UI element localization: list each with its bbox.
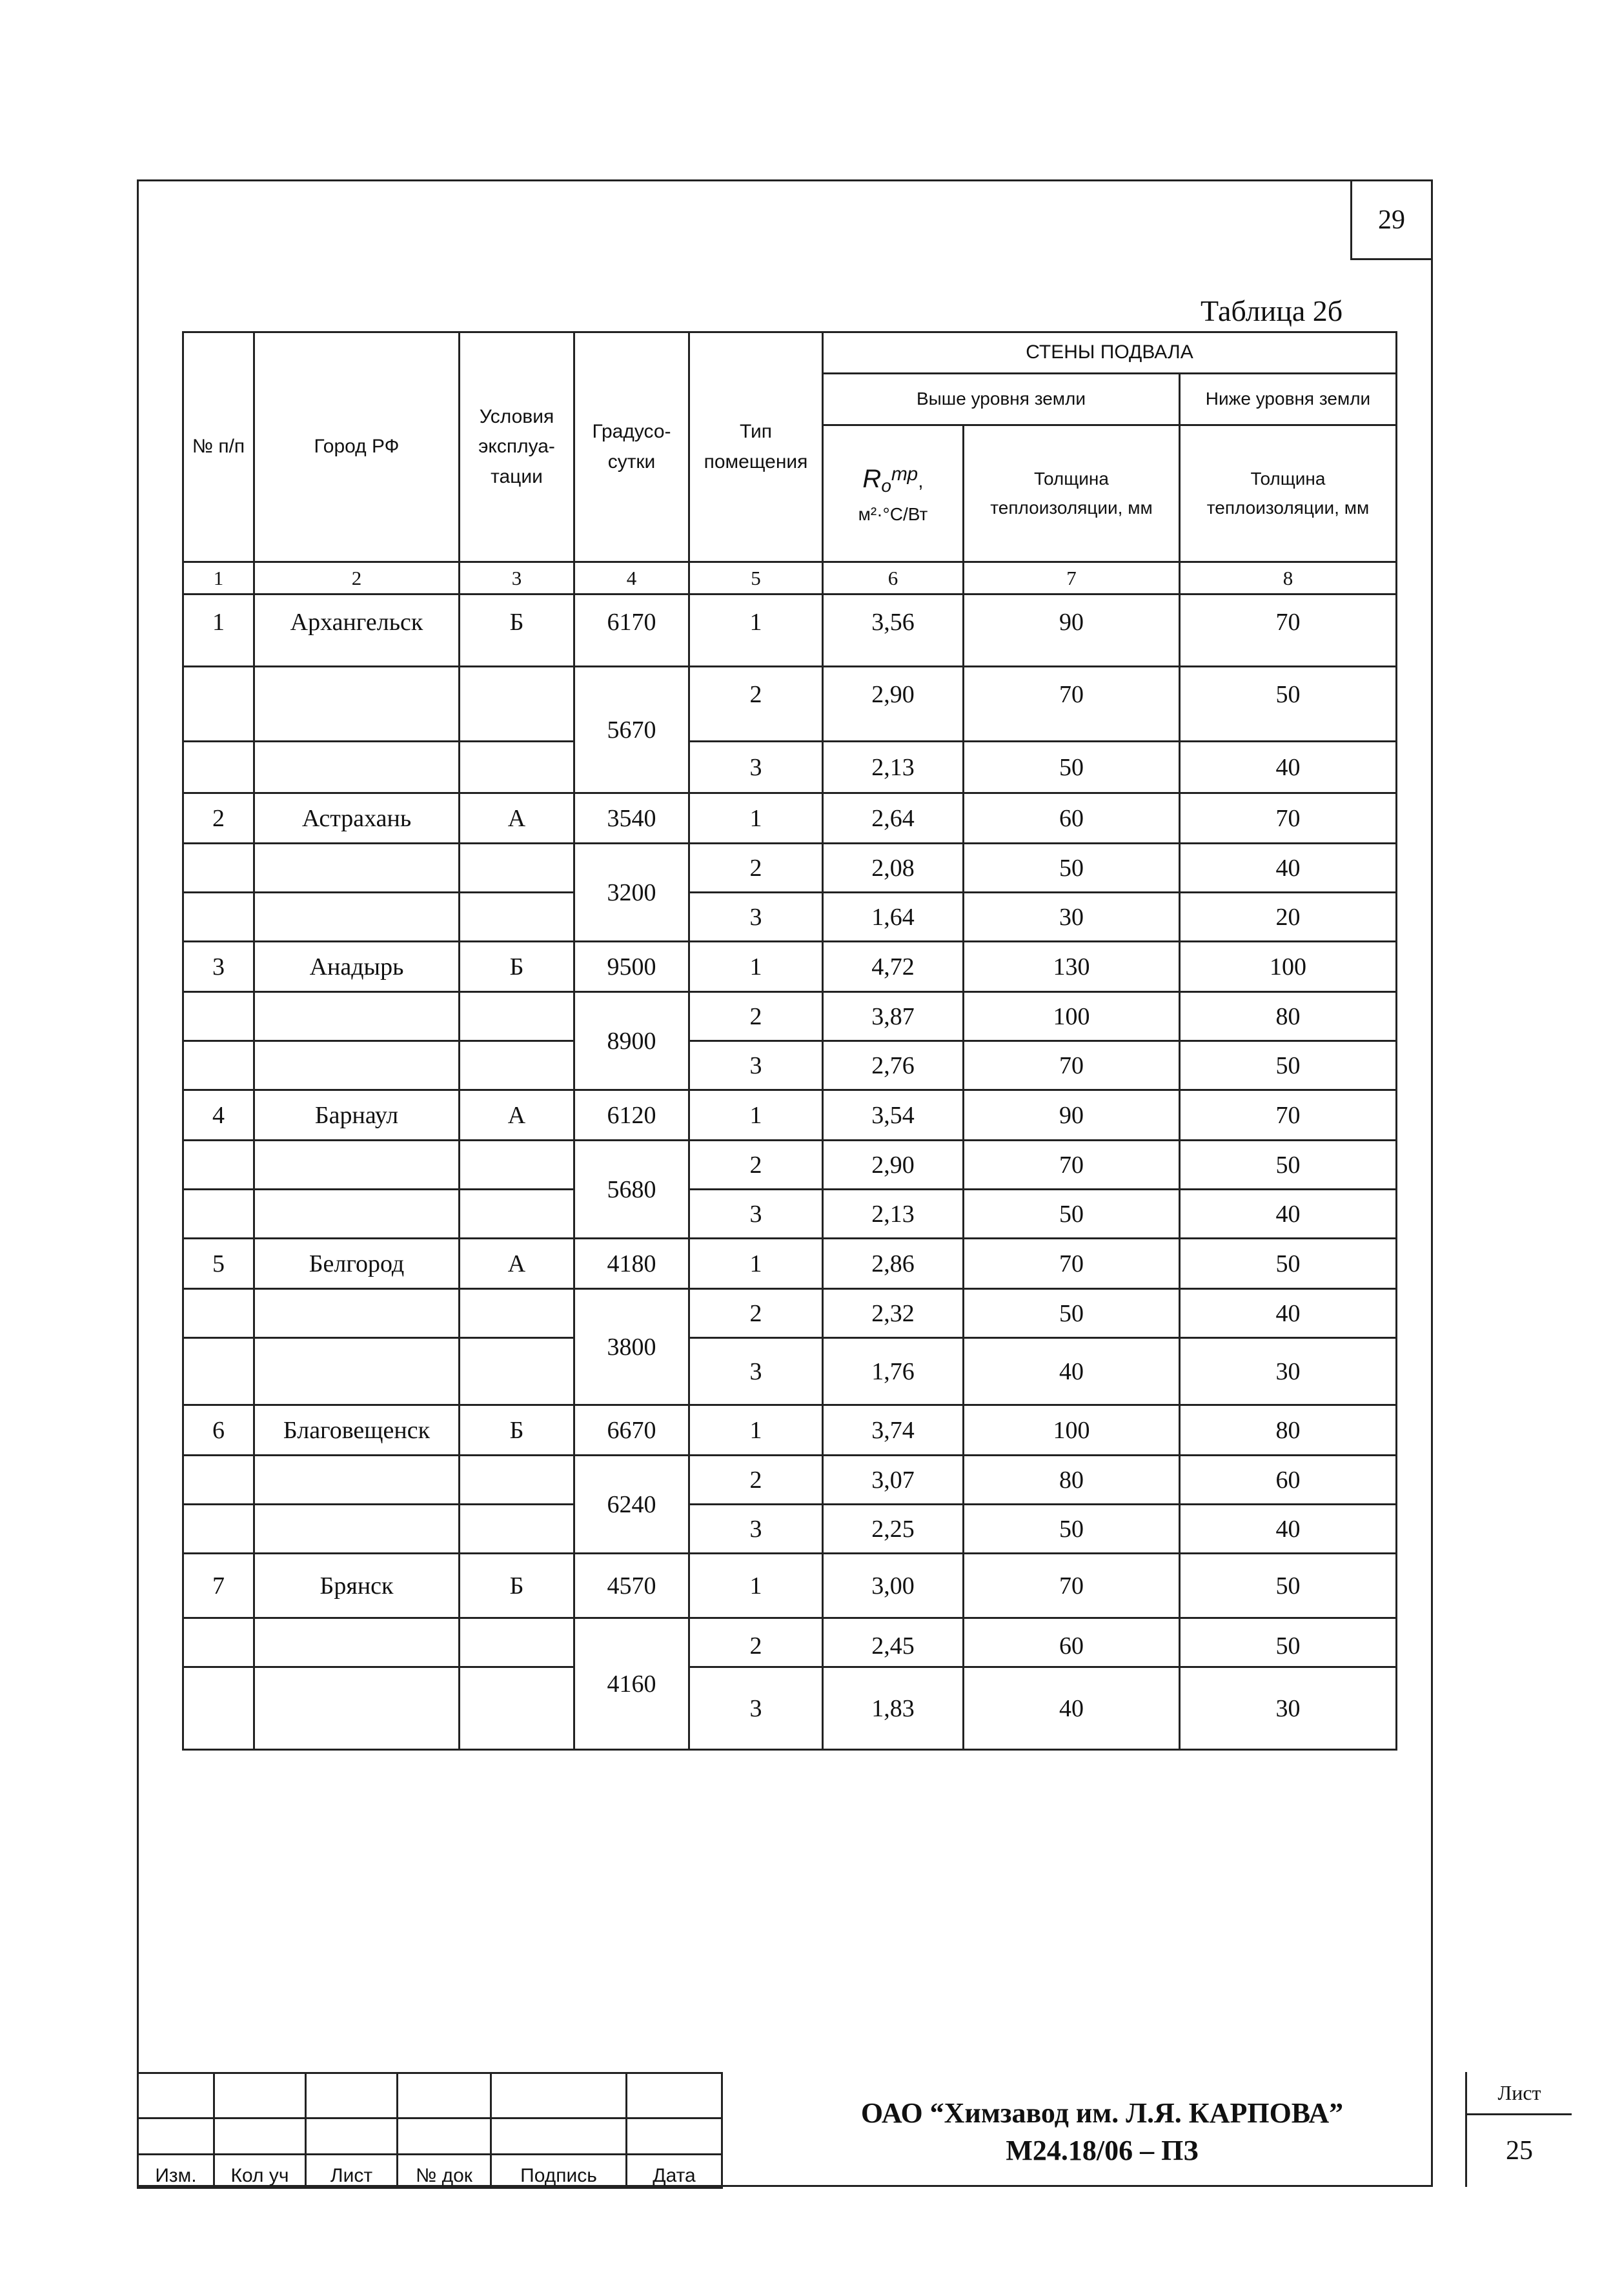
degree-days: 6670	[574, 1405, 689, 1456]
room-type: 2	[689, 1141, 823, 1190]
row-number-empty	[183, 1289, 254, 1338]
header-below-ground: Ниже уровня земли	[1180, 374, 1397, 425]
col-number: 7	[964, 562, 1180, 594]
operating-conditions-empty	[460, 1338, 574, 1405]
header-basement-walls: СТЕНЫ ПОДВАЛА	[823, 332, 1397, 374]
r-value: 1,83	[823, 1667, 964, 1750]
table-row	[183, 1190, 1397, 1239]
thickness-below: 40	[1180, 742, 1397, 793]
thickness-above: 40	[964, 1338, 1180, 1405]
row-number-empty	[183, 992, 254, 1041]
row-number-empty	[183, 1667, 254, 1750]
table-row	[183, 1667, 1397, 1750]
revision-grid	[137, 2072, 723, 2189]
thickness-below: 30	[1180, 1667, 1397, 1750]
r-value: 1,76	[823, 1338, 964, 1405]
table-row	[183, 1090, 1397, 1141]
r-value: 2,76	[823, 1041, 964, 1090]
r-value: 3,56	[823, 594, 964, 667]
thickness-above: 100	[964, 992, 1180, 1041]
operating-conditions-empty	[460, 667, 574, 742]
operating-conditions: А	[460, 1239, 574, 1289]
thickness-above: 60	[964, 793, 1180, 844]
degree-days: 5680	[574, 1141, 689, 1239]
city-name-empty	[254, 992, 460, 1041]
header-r-required: $R_о^{тр}$, м²·°С/Вт	[823, 425, 964, 562]
city-name-empty	[254, 667, 460, 742]
thickness-below: 40	[1180, 1289, 1397, 1338]
thickness-above: 70	[964, 1141, 1180, 1190]
table-row	[183, 793, 1397, 844]
thickness-above: 50	[964, 742, 1180, 793]
operating-conditions-empty	[460, 742, 574, 793]
rev-col-signature: Подпись	[491, 2155, 627, 2188]
r-value: 2,13	[823, 1190, 964, 1239]
operating-conditions: Б	[460, 942, 574, 992]
table-row	[183, 844, 1397, 893]
table-row	[183, 1338, 1397, 1405]
thickness-above: 50	[964, 1190, 1180, 1239]
thickness-above: 90	[964, 1090, 1180, 1141]
thickness-above: 70	[964, 1554, 1180, 1618]
thickness-below: 70	[1180, 594, 1397, 667]
header-no: № п/п	[183, 332, 254, 562]
room-type: 2	[689, 1456, 823, 1505]
room-type: 1	[689, 942, 823, 992]
row-number: 2	[183, 793, 254, 844]
degree-days: 5670	[574, 667, 689, 793]
operating-conditions-empty	[460, 1456, 574, 1505]
thickness-below: 50	[1180, 1239, 1397, 1289]
thickness-below: 70	[1180, 793, 1397, 844]
degree-days: 4160	[574, 1618, 689, 1750]
table-row	[183, 1505, 1397, 1554]
r-value: 3,07	[823, 1456, 964, 1505]
city-name: Барнаул	[254, 1090, 460, 1141]
city-name-empty	[254, 1667, 460, 1750]
thickness-below: 50	[1180, 1141, 1397, 1190]
operating-conditions-empty	[460, 992, 574, 1041]
room-type: 3	[689, 1338, 823, 1405]
thickness-above: 30	[964, 893, 1180, 942]
city-name: Архангельск	[254, 594, 460, 667]
r-value: 2,32	[823, 1289, 964, 1338]
degree-days: 4570	[574, 1554, 689, 1618]
table-row	[183, 1289, 1397, 1338]
room-type: 2	[689, 1618, 823, 1667]
city-name-empty	[254, 1456, 460, 1505]
r-value: 2,86	[823, 1239, 964, 1289]
thickness-below: 50	[1180, 1554, 1397, 1618]
degree-days: 3540	[574, 793, 689, 844]
sheet-number: 25	[1506, 2136, 1533, 2166]
thickness-above: 80	[964, 1456, 1180, 1505]
table-row	[183, 1041, 1397, 1090]
row-number-empty	[183, 1338, 254, 1405]
operating-conditions: Б	[460, 1405, 574, 1456]
row-number: 4	[183, 1090, 254, 1141]
operating-conditions-empty	[460, 893, 574, 942]
r-value: 3,00	[823, 1554, 964, 1618]
city-name: Брянск	[254, 1554, 460, 1618]
degree-days: 6170	[574, 594, 689, 667]
degree-days: 4180	[574, 1239, 689, 1289]
thickness-below: 60	[1180, 1456, 1397, 1505]
room-type: 3	[689, 1190, 823, 1239]
room-type: 2	[689, 844, 823, 893]
room-type: 3	[689, 742, 823, 793]
sheet-block	[1465, 2072, 1572, 2187]
table-row	[183, 942, 1397, 992]
rev-col-sheet: Лист	[306, 2155, 398, 2188]
table-row	[183, 1239, 1397, 1289]
city-name-empty	[254, 742, 460, 793]
page-number: 29	[1350, 179, 1433, 260]
thickness-below: 50	[1180, 1618, 1397, 1667]
room-type: 1	[689, 1239, 823, 1289]
table-row	[183, 1554, 1397, 1618]
city-name-empty	[254, 844, 460, 893]
room-type: 3	[689, 1505, 823, 1554]
thickness-below: 40	[1180, 844, 1397, 893]
room-type: 1	[689, 793, 823, 844]
thickness-above: 60	[964, 1618, 1180, 1667]
operating-conditions: Б	[460, 1554, 574, 1618]
row-number-empty	[183, 893, 254, 942]
row-number-empty	[183, 1141, 254, 1190]
operating-conditions-empty	[460, 1289, 574, 1338]
r-value: 2,25	[823, 1505, 964, 1554]
rev-col-change: Изм.	[138, 2155, 214, 2188]
r-value: 2,45	[823, 1618, 964, 1667]
city-name-empty	[254, 893, 460, 942]
col-number: 8	[1180, 562, 1397, 594]
r-value: 1,64	[823, 893, 964, 942]
degree-days: 3200	[574, 844, 689, 942]
table-row	[183, 893, 1397, 942]
room-type: 1	[689, 1405, 823, 1456]
thickness-above: 50	[964, 844, 1180, 893]
row-number: 1	[183, 594, 254, 667]
sheet-label: Лист	[1467, 2072, 1572, 2115]
thickness-below: 80	[1180, 1405, 1397, 1456]
table-row	[183, 992, 1397, 1041]
operating-conditions-empty	[460, 1141, 574, 1190]
table-row	[183, 1456, 1397, 1505]
header-conditions: Условия эксплуа- тации	[460, 332, 574, 562]
city-name: Астрахань	[254, 793, 460, 844]
operating-conditions-empty	[460, 1041, 574, 1090]
r-value: 4,72	[823, 942, 964, 992]
operating-conditions-empty	[460, 1667, 574, 1750]
rev-col-date: Дата	[627, 2155, 722, 2188]
header-thickness-below: Толщина теплоизоляции, мм	[1180, 425, 1397, 562]
organization-block	[721, 2072, 1481, 2187]
thickness-above: 100	[964, 1405, 1180, 1456]
city-name-empty	[254, 1618, 460, 1667]
room-type: 1	[689, 1554, 823, 1618]
header-thickness-above: Толщина теплоизоляции, мм	[964, 425, 1180, 562]
thickness-above: 90	[964, 594, 1180, 667]
thickness-below: 80	[1180, 992, 1397, 1041]
degree-days: 9500	[574, 942, 689, 992]
rev-col-count: Кол уч	[214, 2155, 306, 2188]
city-name-empty	[254, 1338, 460, 1405]
room-type: 1	[689, 1090, 823, 1141]
thickness-below: 40	[1180, 1505, 1397, 1554]
row-number-empty	[183, 742, 254, 793]
col-number: 1	[183, 562, 254, 594]
row-number-empty	[183, 1456, 254, 1505]
operating-conditions-empty	[460, 1505, 574, 1554]
col-number: 5	[689, 562, 823, 594]
city-name-empty	[254, 1141, 460, 1190]
col-number: 2	[254, 562, 460, 594]
city-name-empty	[254, 1041, 460, 1090]
r-value: 2,90	[823, 1141, 964, 1190]
r-value: 3,87	[823, 992, 964, 1041]
row-number-empty	[183, 1618, 254, 1667]
row-number-empty	[183, 844, 254, 893]
room-type: 3	[689, 1041, 823, 1090]
thickness-below: 20	[1180, 893, 1397, 942]
r-value: 3,74	[823, 1405, 964, 1456]
thickness-below: 50	[1180, 667, 1397, 742]
room-type: 2	[689, 667, 823, 742]
rev-col-doc: № док	[398, 2155, 491, 2188]
operating-conditions: Б	[460, 594, 574, 667]
table-row	[183, 1141, 1397, 1190]
row-number: 5	[183, 1239, 254, 1289]
row-number: 3	[183, 942, 254, 992]
organization-name: ОАО “Химзавод им. Л.Я. КАРПОВА”	[860, 2097, 1344, 2129]
table-row	[183, 667, 1397, 742]
title-block	[137, 2072, 1541, 2187]
thickness-below: 30	[1180, 1338, 1397, 1405]
room-type: 3	[689, 893, 823, 942]
row-number: 7	[183, 1554, 254, 1618]
operating-conditions: А	[460, 1090, 574, 1141]
header-degree-days: Градусо- сутки	[574, 332, 689, 562]
thickness-below: 100	[1180, 942, 1397, 992]
document-code: М24.18/06 – ПЗ	[1006, 2135, 1199, 2166]
degree-days: 6120	[574, 1090, 689, 1141]
col-number: 4	[574, 562, 689, 594]
table-row	[183, 1618, 1397, 1667]
city-name-empty	[254, 1190, 460, 1239]
thickness-above: 40	[964, 1667, 1180, 1750]
header-city: Город РФ	[254, 332, 460, 562]
header-room-type: Тип помещения	[689, 332, 823, 562]
operating-conditions-empty	[460, 1190, 574, 1239]
row-number-empty	[183, 1190, 254, 1239]
r-value: 2,64	[823, 793, 964, 844]
degree-days: 8900	[574, 992, 689, 1090]
room-type: 3	[689, 1667, 823, 1750]
table-row	[183, 594, 1397, 667]
col-number: 6	[823, 562, 964, 594]
column-numbers-row	[183, 562, 1397, 594]
table-title: Таблица 2б	[1201, 294, 1343, 327]
r-value: 2,08	[823, 844, 964, 893]
thickness-below: 50	[1180, 1041, 1397, 1090]
room-type: 2	[689, 1289, 823, 1338]
city-name-empty	[254, 1289, 460, 1338]
r-value: 2,90	[823, 667, 964, 742]
table-row	[183, 742, 1397, 793]
row-number: 6	[183, 1405, 254, 1456]
thickness-above: 70	[964, 1239, 1180, 1289]
city-name: Белгород	[254, 1239, 460, 1289]
thickness-above: 50	[964, 1505, 1180, 1554]
thickness-above: 130	[964, 942, 1180, 992]
city-name-empty	[254, 1505, 460, 1554]
table-row	[183, 1405, 1397, 1456]
r-value: 2,13	[823, 742, 964, 793]
row-number-empty	[183, 1505, 254, 1554]
r-value: 3,54	[823, 1090, 964, 1141]
operating-conditions-empty	[460, 1618, 574, 1667]
thickness-above: 70	[964, 667, 1180, 742]
thickness-below: 40	[1180, 1190, 1397, 1239]
thickness-below: 70	[1180, 1090, 1397, 1141]
row-number-empty	[183, 1041, 254, 1090]
room-type: 1	[689, 594, 823, 667]
room-type: 2	[689, 992, 823, 1041]
city-name: Благовещенск	[254, 1405, 460, 1456]
insulation-table	[182, 331, 1397, 1751]
degree-days: 3800	[574, 1289, 689, 1405]
col-number: 3	[460, 562, 574, 594]
thickness-above: 70	[964, 1041, 1180, 1090]
operating-conditions: А	[460, 793, 574, 844]
header-above-ground: Выше уровня земли	[823, 374, 1180, 425]
city-name: Анадырь	[254, 942, 460, 992]
operating-conditions-empty	[460, 844, 574, 893]
thickness-above: 50	[964, 1289, 1180, 1338]
row-number-empty	[183, 667, 254, 742]
degree-days: 6240	[574, 1456, 689, 1554]
